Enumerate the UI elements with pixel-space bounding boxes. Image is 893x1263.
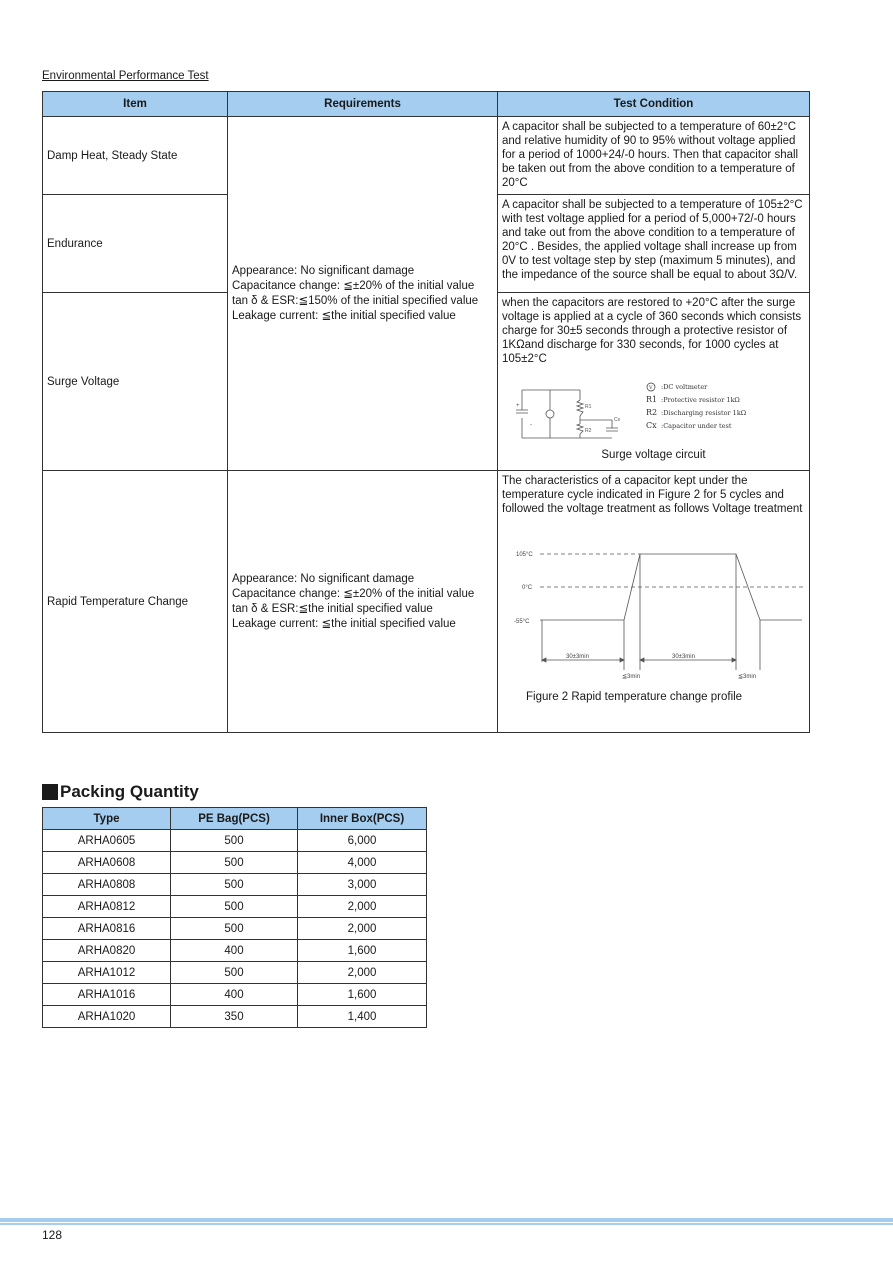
inner-box-cell: 4,000 — [298, 852, 427, 874]
pe-bag-cell: 500 — [171, 830, 298, 852]
label-105c: 105°C — [516, 552, 533, 558]
plus-label: + — [516, 403, 520, 409]
packing-quantity-heading — [42, 782, 199, 802]
legend-text: :DC voltmeter — [661, 383, 708, 391]
square-bullet-icon — [42, 784, 58, 800]
r1-label: R1 — [585, 404, 592, 410]
pe-bag-cell: 400 — [171, 984, 298, 1006]
temperature-profile-diagram — [502, 544, 806, 686]
rapid-condition-text: The characteristics of a capacitor kept under the temperature cycle indicated in Figure 2 for 5 cycles and followed the voltage treatment as follows Voltage treatment — [502, 475, 803, 515]
item-surge-voltage: Surge Voltage — [43, 293, 228, 471]
req-line: tan δ & ESR:≦the initial specified value — [232, 603, 433, 615]
legend-text: :Capacitor under test — [661, 422, 732, 430]
legend-symbol: V — [649, 385, 653, 391]
type-cell: ARHA0812 — [43, 896, 171, 918]
table-row — [43, 940, 427, 962]
footer-divider-thin — [0, 1223, 893, 1225]
table-row — [43, 896, 427, 918]
pe-bag-cell: 400 — [171, 940, 298, 962]
surge-voltage-circuit — [502, 380, 805, 470]
circuit-caption: Surge voltage circuit — [601, 449, 706, 461]
footer-divider — [0, 1218, 893, 1222]
packing-title-text: Packing Quantity — [60, 782, 199, 801]
type-cell: ARHA1020 — [43, 1006, 171, 1028]
label-ramp-2: ≦3min — [738, 674, 757, 680]
minus-label: - — [530, 422, 532, 428]
item-damp-heat: Damp Heat, Steady State — [43, 117, 228, 195]
section-title-environmental: Environmental Performance Test — [42, 70, 209, 82]
table-row — [43, 471, 810, 733]
requirements-group-2 — [228, 471, 498, 733]
circuit-diagram — [502, 380, 802, 442]
inner-box-cell: 2,000 — [298, 918, 427, 940]
req-line: Appearance: No significant damage — [232, 265, 415, 277]
req-line: tan δ & ESR:≦150% of the initial specified value — [232, 295, 479, 307]
header-item: Item — [43, 92, 228, 117]
r2-label: R2 — [585, 428, 592, 434]
table-row — [43, 918, 427, 940]
table-header-row — [43, 808, 427, 830]
type-cell: ARHA0816 — [43, 918, 171, 940]
pe-bag-cell: 500 — [171, 852, 298, 874]
table-row — [43, 1006, 427, 1028]
header-pe-bag: PE Bag(PCS) — [171, 808, 298, 830]
label-ramp-1: ≦3min — [622, 674, 641, 680]
table-header-row — [43, 92, 810, 117]
temperature-profile-figure — [502, 544, 805, 703]
requirements-group-1 — [228, 117, 498, 471]
page-number: 128 — [42, 1228, 63, 1242]
condition-endurance: A capacitor shall be subjected to a temperature of 105±2°C with test voltage applied for a period of 5,000+72/-0 hours and take out from the above condition to a temperature of 20°C . Besides, the applied voltage shall increase up from 0V to test voltage step by step (maximum 5 minutes), and the impedance of the source shall be equal to about 3Ω/V. — [498, 195, 810, 293]
type-cell: ARHA0820 — [43, 940, 171, 962]
label-0c: 0°C — [522, 585, 533, 591]
condition-surge-voltage — [498, 293, 810, 471]
pe-bag-cell: 500 — [171, 962, 298, 984]
environmental-test-table — [42, 91, 810, 733]
header-type: Type — [43, 808, 171, 830]
inner-box-cell: 1,600 — [298, 940, 427, 962]
table-row — [43, 984, 427, 1006]
type-cell: ARHA1012 — [43, 962, 171, 984]
pe-bag-cell: 500 — [171, 896, 298, 918]
label-duration-2: 30±3min — [672, 654, 695, 660]
inner-box-cell: 1,400 — [298, 1006, 427, 1028]
table-row — [43, 962, 427, 984]
item-endurance: Endurance — [43, 195, 228, 293]
legend-text: :Protective resistor 1kΩ — [661, 396, 740, 404]
pe-bag-cell: 500 — [171, 874, 298, 896]
cx-label: Cx — [614, 417, 621, 423]
item-rapid-temperature: Rapid Temperature Change — [43, 471, 228, 733]
figure-caption: Figure 2 Rapid temperature change profile — [526, 691, 743, 703]
condition-damp-heat: A capacitor shall be subjected to a temperature of 60±2°C and relative humidity of 90 to 95% without voltage applied for a period of 1000+24/-0 hours. Then that capacitor shall be taken out from the above condition to a temperature of 20°C — [498, 117, 810, 195]
surge-condition-text: when the capacitors are restored to +20°C after the surge voltage is applied at a cycle of 360 seconds which consists charge for 30±5 seconds through a protective resistor of 1KΩand discharge for 330 seconds, for 1000 cycles at 105±2°C — [502, 297, 802, 365]
circuit-legend — [646, 383, 746, 430]
legend-symbol: R2 — [646, 408, 658, 417]
inner-box-cell: 3,000 — [298, 874, 427, 896]
header-inner-box: Inner Box(PCS) — [298, 808, 427, 830]
packing-quantity-table — [42, 807, 427, 1028]
table-row — [43, 874, 427, 896]
inner-box-cell: 2,000 — [298, 896, 427, 918]
type-cell: ARHA0808 — [43, 874, 171, 896]
type-cell: ARHA1016 — [43, 984, 171, 1006]
header-requirements: Requirements — [228, 92, 498, 117]
legend-symbol: R1 — [646, 395, 658, 404]
table-row — [43, 852, 427, 874]
legend-symbol: Cx — [646, 421, 657, 430]
label-minus55c: -55°C — [514, 619, 530, 625]
req-line: Leakage current: ≦the initial specified value — [232, 618, 456, 630]
label-duration-1: 30±3min — [566, 654, 589, 660]
pe-bag-cell: 500 — [171, 918, 298, 940]
table-row — [43, 830, 427, 852]
type-cell: ARHA0608 — [43, 852, 171, 874]
pe-bag-cell: 350 — [171, 1006, 298, 1028]
header-test-condition: Test Condition — [498, 92, 810, 117]
type-cell: ARHA0605 — [43, 830, 171, 852]
table-row — [43, 117, 810, 195]
condition-rapid-temperature — [498, 471, 810, 733]
inner-box-cell: 2,000 — [298, 962, 427, 984]
req-line: Capacitance change: ≦±20% of the initial value — [232, 280, 475, 292]
req-line: Appearance: No significant damage — [232, 573, 415, 585]
req-line: Leakage current: ≦the initial specified value — [232, 310, 456, 322]
inner-box-cell: 1,600 — [298, 984, 427, 1006]
inner-box-cell: 6,000 — [298, 830, 427, 852]
req-line: Capacitance change: ≦±20% of the initial value — [232, 588, 475, 600]
legend-text: :Discharging resistor 1kΩ — [661, 409, 747, 417]
